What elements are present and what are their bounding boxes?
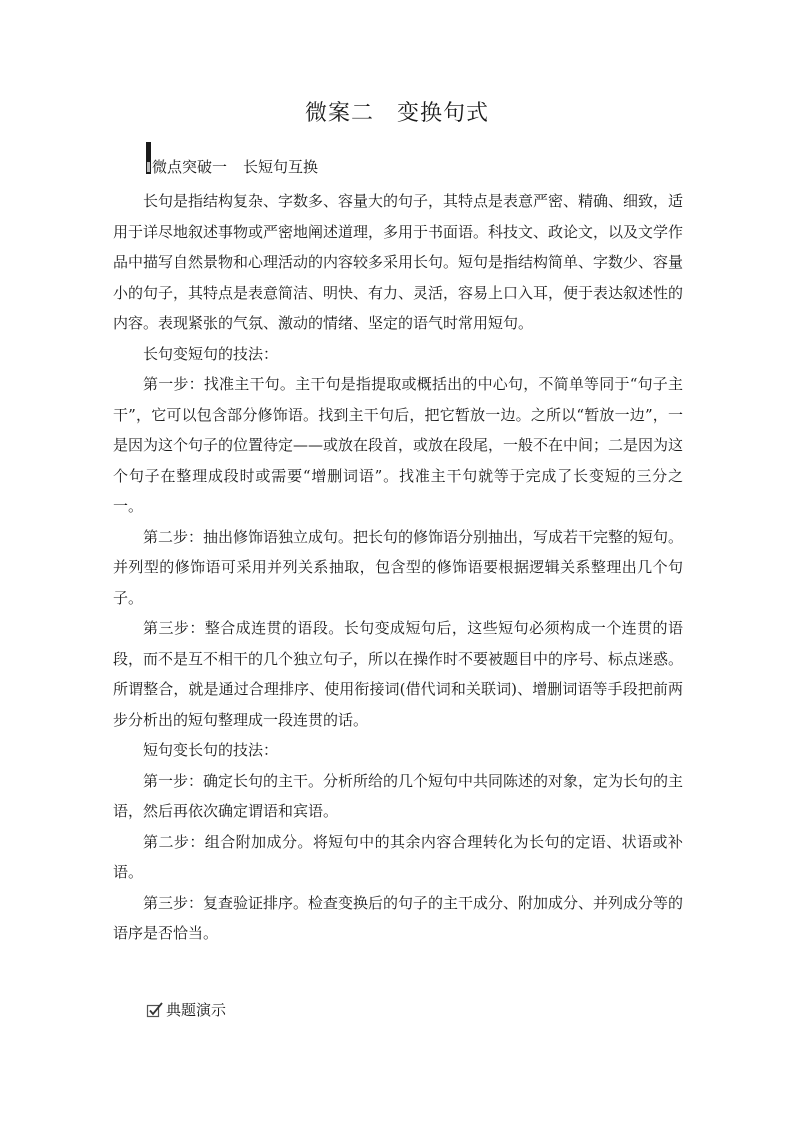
section-prefix: 微点突破一: [152, 158, 228, 176]
page-title: 微案二 变换句式: [304, 101, 489, 126]
section-heading: [146, 144, 318, 176]
paragraph-long-step-1: 第一步：找准主干句。主干句是指提取或概括出的中心句，不简单等同于“句子主干”，它可以包含部分修饰语。找到主干句后，把它暂放一边。之所以“暂放一边”，一是因为这个句子的位置待定——或放在段首，或放在段尾，一般不在中间；二是因为这个句子在整理成段时或需要“增删词语”。找准主干句就等于完成了长变短的三分之一。: [113, 375, 684, 515]
example-heading: [146, 999, 226, 1021]
paragraph-short-to-long-heading: 短句变长句的技法：: [143, 741, 279, 759]
section-name: 长短句互换: [243, 158, 319, 176]
paragraph-intro: 长句是指结构复杂、字数多、容量大的句子，其特点是表意严密、精确、细致，适用于详尽地叙述事物或严密地阐述道理，多用于书面语。科技文、政论文，以及文学作品中描写自然景物和心理活动的内容较多采用长句。短句是指结构简单、字数少、容量小的句子，其特点是表意简洁、明快、有力、灵活，容易上口入耳，便于表达叙述性的内容。表现紧张的气氛、激动的情绪、坚定的语气时常用短句。: [113, 192, 684, 332]
paragraph-long-to-short-heading: 长句变短句的技法：: [143, 344, 279, 363]
checkbox-check-icon: [146, 1001, 164, 1019]
paragraph-long-step-2: 第二步：抽出修饰语独立成句。把长句的修饰语分别抽出，写成若干完整的短句。并列型的修饰语可采用并列关系抽取，包含型的修饰语要根据逻辑关系整理出几个句子。: [113, 527, 684, 607]
paragraph-short-step-1: 第一步：确定长句的主干。分析所给的几个短句中共同陈述的对象，定为长句的主语，然后再依次确定谓语和宾语。: [113, 771, 684, 820]
paragraph-short-step-2: 第二步：组合附加成分。将短句中的其余内容合理转化为长句的定语、状语或补语。: [113, 832, 683, 881]
section-marker-bar: [146, 142, 151, 174]
body-text: [113, 186, 683, 949]
paragraph-short-step-3: 第三步：复查验证排序。检查变换后的句子的主干成分、附加成分、并列成分等的语序是否恰当。: [113, 893, 684, 942]
example-heading-label: 典题演示: [166, 1001, 227, 1019]
paragraph-long-step-3: 第三步：整合成连贯的语段。长句变成短句后，这些短句必须构成一个连贯的语段，而不是互不相干的几个独立句子，所以在操作时不要被题目中的序号、标点迷惑。所谓整合，就是通过合理排序、使用衔接词(借代词和关联词)、增删词语等手段把前两步分析出的短句整理成一段连贯的话。: [113, 619, 684, 729]
